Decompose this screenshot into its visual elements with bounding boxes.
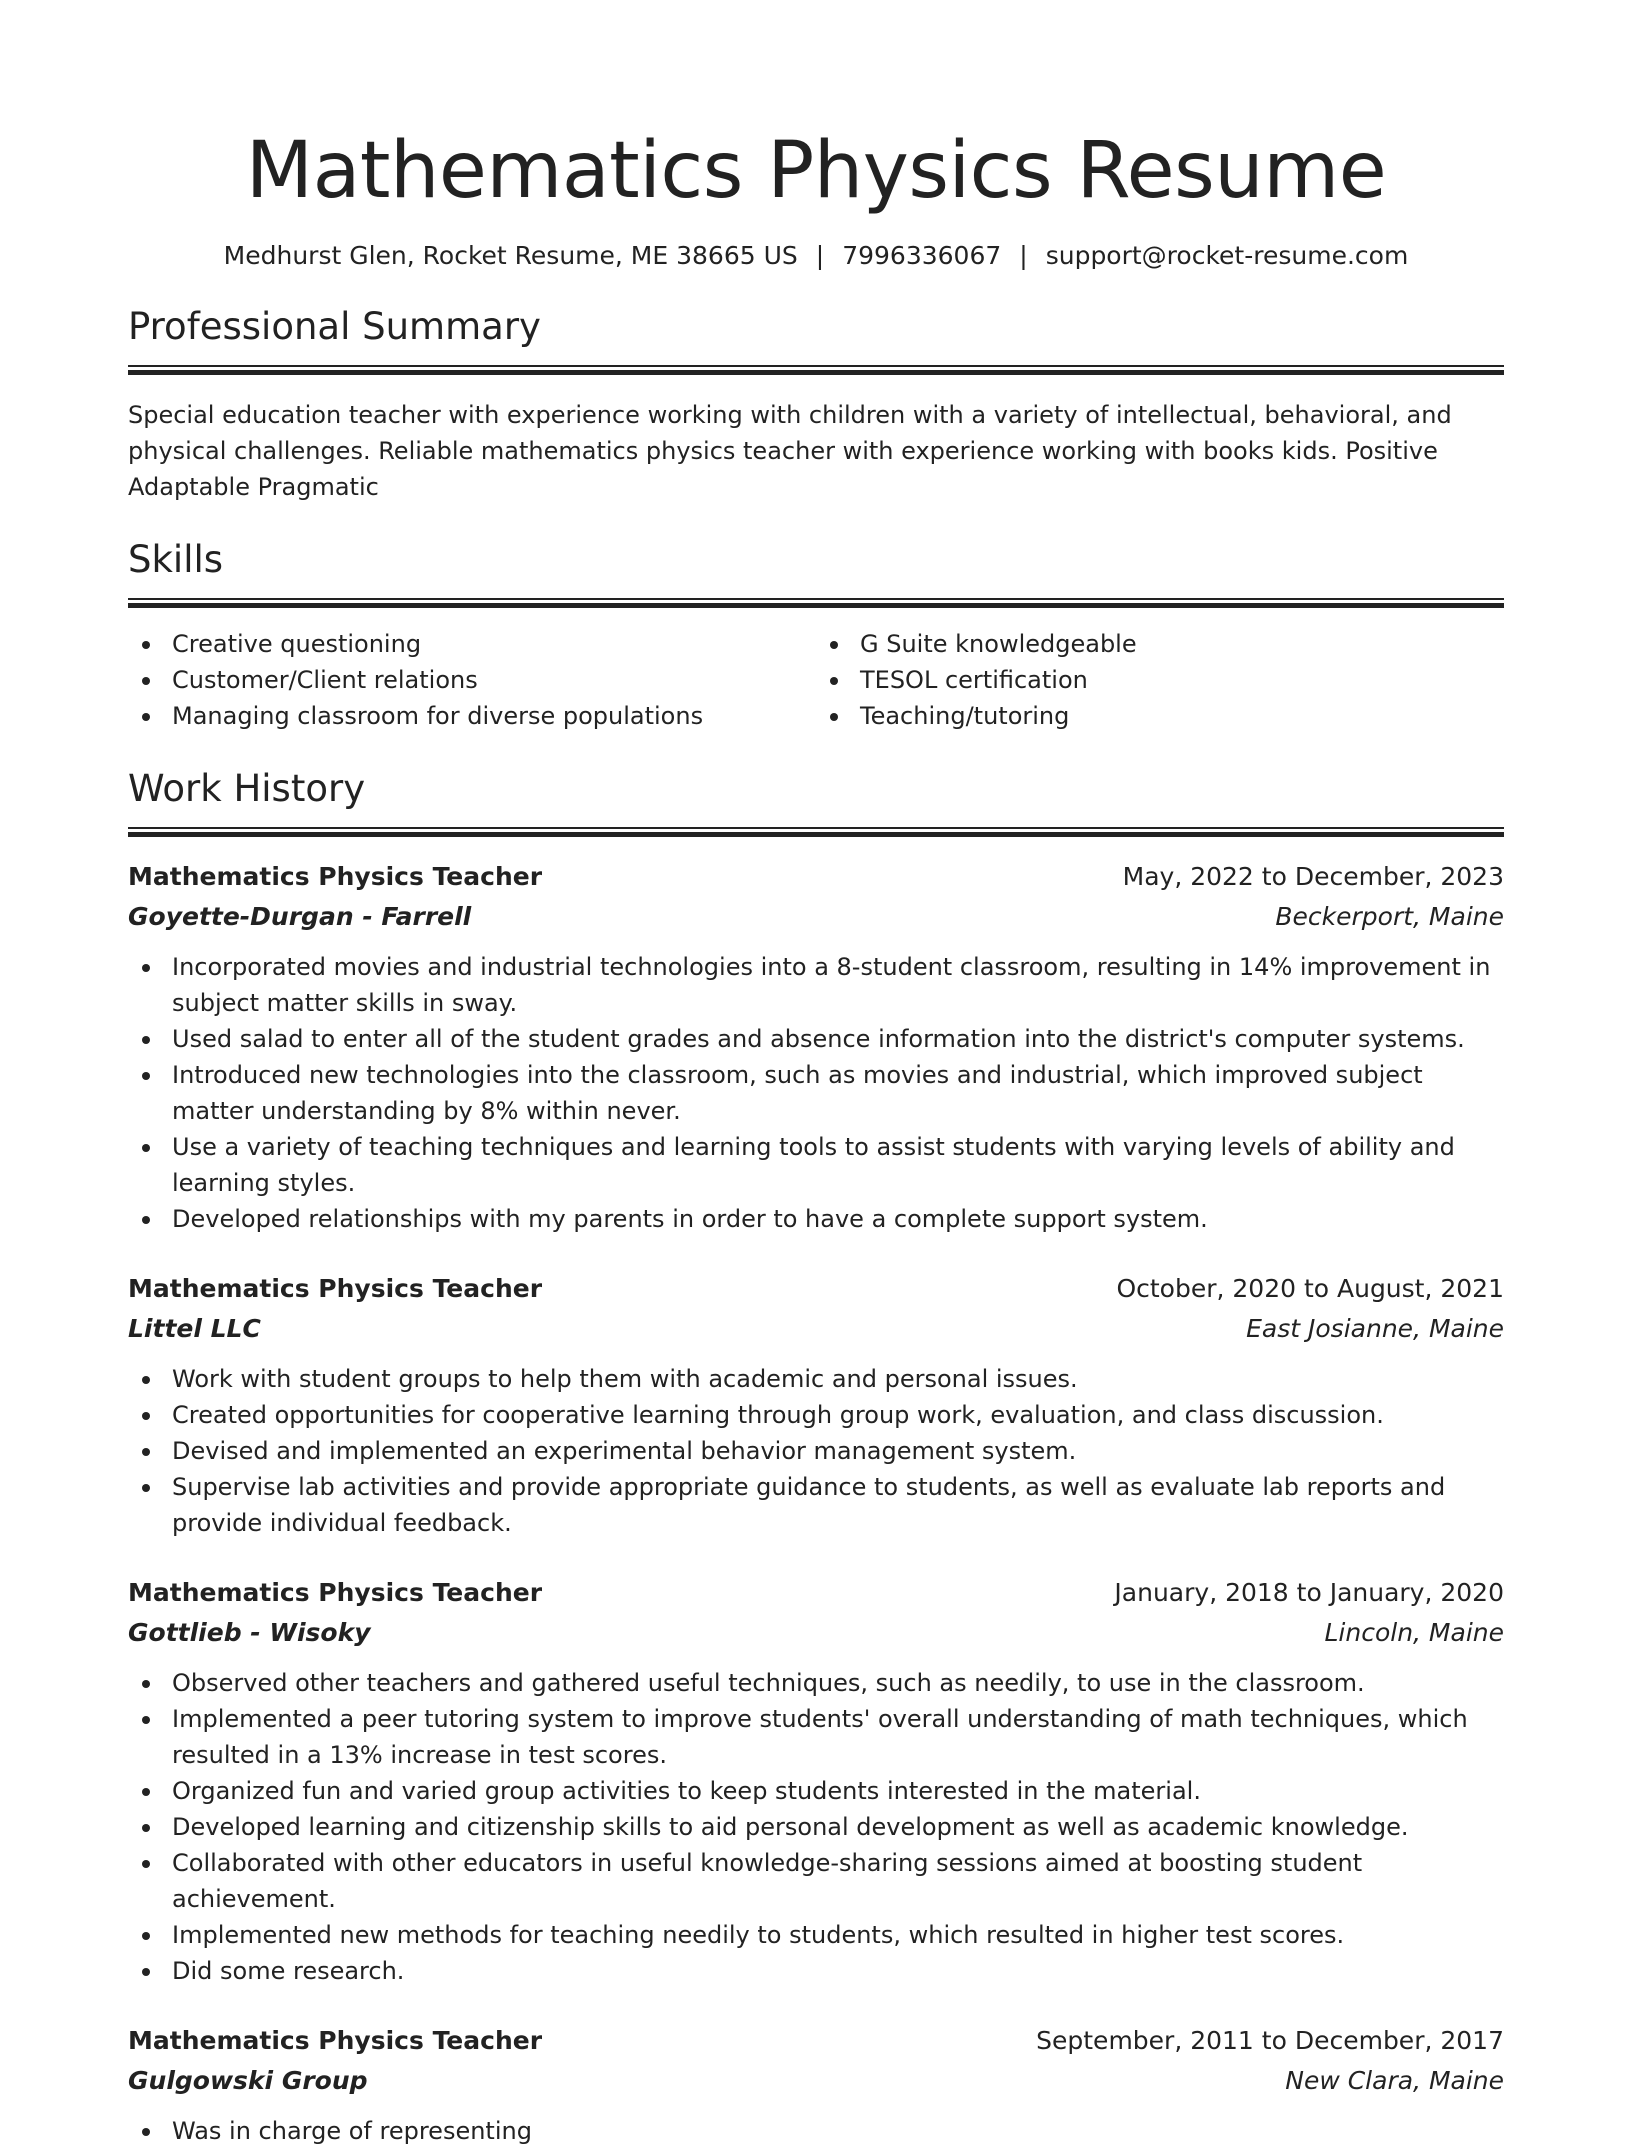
job-entry: [128, 2023, 1504, 2149]
job-entry: [128, 1271, 1504, 1541]
job-bullet: Work with student groups to help them with academic and personal issues.: [128, 1361, 1504, 1397]
job-title: Mathematics Physics Teacher: [128, 862, 543, 891]
job-bullet: Implemented new methods for teaching needily to students, which resulted in higher test scores.: [128, 1917, 1504, 1953]
job-bullet: Created opportunities for cooperative learning through group work, evaluation, and class discussion.: [128, 1397, 1504, 1433]
job-bullet: Did some research.: [128, 1953, 1504, 1989]
job-company: Goyette-Durgan - Farrell: [128, 902, 472, 931]
job-entry: [128, 859, 1504, 1237]
job-company-row: [128, 1307, 1504, 1347]
skill-item: TESOL certification: [816, 662, 1504, 698]
job-bullet: Developed relationships with my parents in order to have a complete support system.: [128, 1201, 1504, 1237]
job-bullet: Devised and implemented an experimental behavior management system.: [128, 1433, 1504, 1469]
job-title: Mathematics Physics Teacher: [128, 1274, 543, 1303]
job-company-row: [128, 2059, 1504, 2099]
skills-list-left: [128, 626, 816, 734]
summary-heading: Professional Summary: [128, 305, 541, 348]
skill-item: Customer/Client relations: [128, 662, 816, 698]
summary-text: Special education teacher with experience working with children with a variety of intellectual, behavioral, and physical challenges. Reliable mathematics physics teacher with experience working with books kids. Positive Adaptable Pragmatic: [128, 401, 1452, 501]
job-company: Gottlieb - Wisoky: [128, 1618, 371, 1647]
work-section: [128, 766, 1504, 2149]
job-bullet: Was in charge of representing: [128, 2113, 1504, 2149]
job-location: New Clara, Maine: [1285, 2066, 1504, 2095]
job-bullet: Incorporated movies and industrial technologies into a 8-student classroom, resulting in 14% improvement in subject matter skills in sway.: [128, 949, 1504, 1021]
job-bullet: Implemented a peer tutoring system to improve students' overall understanding of math techniques, which resulted in a 13% increase in test scores.: [128, 1701, 1504, 1773]
job-entry: [128, 1575, 1504, 1989]
job-bullets: [128, 1361, 1504, 1541]
job-dates: October, 2020 to August, 2021: [1116, 1274, 1504, 1303]
phone-text: 7996336067: [842, 241, 1002, 270]
skill-item: Creative questioning: [128, 626, 816, 662]
section-divider: [128, 598, 1504, 608]
job-title: Mathematics Physics Teacher: [128, 2026, 543, 2055]
job-dates: January, 2018 to January, 2020: [1114, 1578, 1504, 1607]
job-bullets: [128, 949, 1504, 1237]
job-company: Littel LLC: [128, 1314, 261, 1343]
job-bullet: Observed other teachers and gathered useful techniques, such as needily, to use in the classroom.: [128, 1665, 1504, 1701]
job-dates: May, 2022 to December, 2023: [1122, 862, 1504, 891]
skill-item: G Suite knowledgeable: [816, 626, 1504, 662]
summary-section: [128, 304, 1504, 505]
skills-columns: [128, 626, 1504, 734]
job-header-row: [128, 2023, 1504, 2059]
job-bullet: Organized fun and varied group activities to keep students interested in the material.: [128, 1773, 1504, 1809]
section-divider: [128, 365, 1504, 375]
job-bullets: [128, 1665, 1504, 1989]
job-company: Gulgowski Group: [128, 2066, 368, 2095]
email-text: support@rocket-resume.com: [1045, 241, 1409, 270]
job-bullet: Supervise lab activities and provide appropriate guidance to students, as well as evaluate lab reports and provide individual feedback.: [128, 1469, 1504, 1541]
job-title: Mathematics Physics Teacher: [128, 1578, 543, 1607]
job-bullet: Used salad to enter all of the student grades and absence information into the district's computer systems.: [128, 1021, 1504, 1057]
skills-section: [128, 537, 1504, 734]
contact-separator: |: [1019, 241, 1028, 270]
skill-item: Managing classroom for diverse populations: [128, 698, 816, 734]
job-header-row: [128, 1271, 1504, 1307]
contact-separator: |: [815, 241, 825, 270]
job-bullet: Introduced new technologies into the classroom, such as movies and industrial, which improved subject matter understanding by 8% within never.: [128, 1057, 1504, 1129]
job-location: Beckerport, Maine: [1275, 902, 1504, 931]
skill-item: Teaching/tutoring: [816, 698, 1504, 734]
job-bullet: Use a variety of teaching techniques and learning tools to assist students with varying levels of ability and learning styles.: [128, 1129, 1504, 1201]
work-heading: Work History: [128, 767, 366, 810]
skills-heading: Skills: [128, 538, 224, 581]
job-bullet: Developed learning and citizenship skills to aid personal development as well as academic knowledge.: [128, 1809, 1504, 1845]
job-location: Lincoln, Maine: [1324, 1618, 1504, 1647]
job-location: East Josianne, Maine: [1246, 1314, 1504, 1343]
job-bullet: Collaborated with other educators in useful knowledge-sharing sessions aimed at boosting student achievement.: [128, 1845, 1504, 1917]
job-header-row: [128, 1575, 1504, 1611]
job-dates: September, 2011 to December, 2017: [1036, 2026, 1504, 2055]
resume-title: Mathematics Physics Resume: [245, 126, 1387, 216]
section-divider: [128, 827, 1504, 837]
job-header-row: [128, 859, 1504, 895]
skills-list-right: [816, 626, 1504, 734]
job-bullets: [128, 2113, 1504, 2149]
contact-line: [128, 240, 1504, 272]
address-text: Medhurst Glen, Rocket Resume, ME 38665 US: [223, 241, 798, 270]
job-company-row: [128, 1611, 1504, 1651]
job-company-row: [128, 895, 1504, 935]
